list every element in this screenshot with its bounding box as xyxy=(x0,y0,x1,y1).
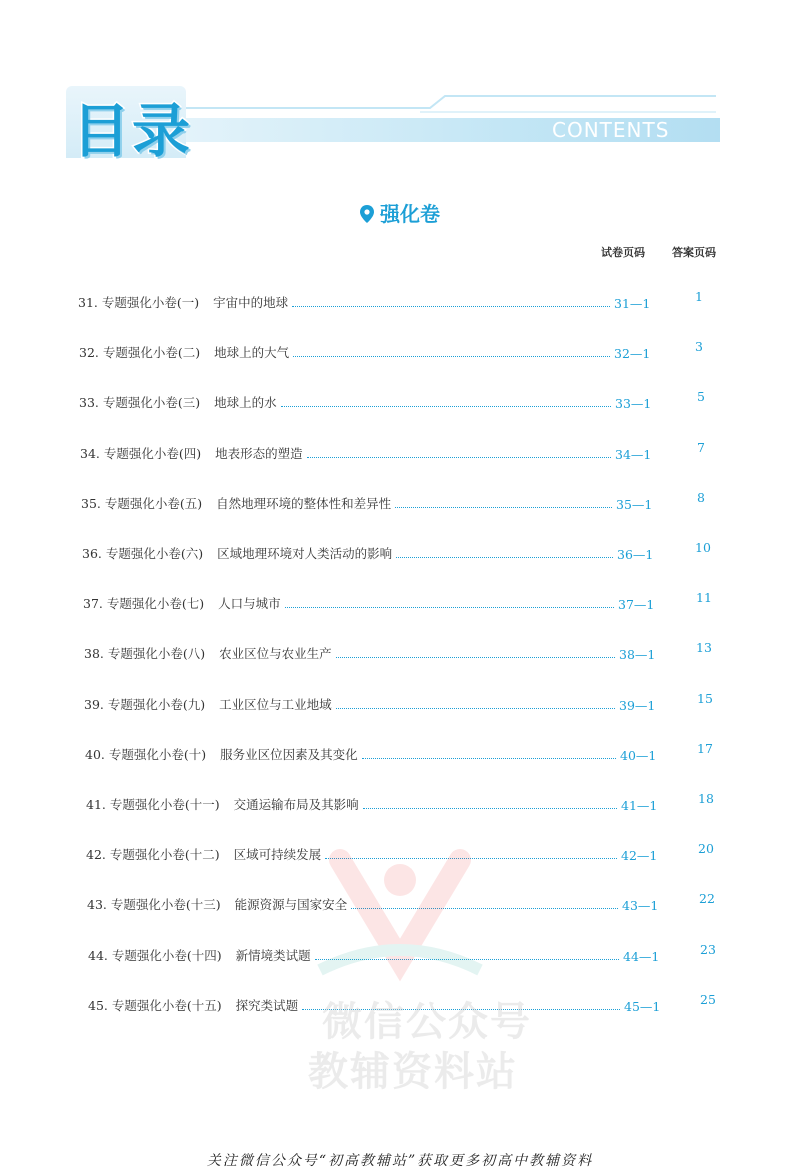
toc-entry-topic: 宇宙中的地球 xyxy=(213,295,289,310)
toc-entry-answer-page: 17 xyxy=(697,741,713,756)
toc-entry-answer-page: 23 xyxy=(700,942,716,957)
watermark-logo-icon xyxy=(300,840,500,990)
toc-entry-label: 37. 专题强化小卷(七) xyxy=(83,596,205,611)
toc-entry-answer-page: 22 xyxy=(699,891,715,906)
toc-entry-exam-page: 41—1 xyxy=(621,798,658,813)
toc-entry-exam-page: 39—1 xyxy=(619,698,656,713)
toc-entry-exam-page: 32—1 xyxy=(614,346,651,361)
toc-entry-topic: 能源资源与国家安全 xyxy=(234,897,348,912)
toc-entry-exam-page: 40—1 xyxy=(620,748,657,763)
toc-entry-topic: 自然地理环境的整体性和差异性 xyxy=(216,496,392,511)
dotted-leader xyxy=(362,758,616,759)
toc-entry-label: 40. 专题强化小卷(十) xyxy=(85,747,207,762)
location-pin-icon xyxy=(360,205,374,223)
toc-entry-label: 39. 专题强化小卷(九) xyxy=(84,697,206,712)
toc-entry-label: 31. 专题强化小卷(一) xyxy=(78,295,200,310)
toc-entry-label: 45. 专题强化小卷(十五) xyxy=(88,998,222,1013)
toc-entry-label: 32. 专题强化小卷(二) xyxy=(79,345,201,360)
toc-entry-answer-page: 10 xyxy=(695,540,711,555)
toc-entry[interactable] xyxy=(79,391,657,411)
toc-entry-exam-page: 35—1 xyxy=(616,497,653,512)
page-subtitle: CONTENTS xyxy=(552,118,670,142)
toc-entry-exam-page: 31—1 xyxy=(614,296,651,311)
toc-entry[interactable] xyxy=(84,693,661,713)
toc-entry[interactable] xyxy=(84,642,661,662)
page-title: 目录 xyxy=(72,97,193,165)
toc-entry-answer-page: 5 xyxy=(697,389,705,404)
toc-entry[interactable] xyxy=(80,442,657,462)
toc-entry-label: 43. 专题强化小卷(十三) xyxy=(87,897,221,912)
toc-entry-label: 33. 专题强化小卷(三) xyxy=(79,395,201,410)
column-header-exam-page: 试卷页码 xyxy=(601,246,645,259)
column-header-answer-page: 答案页码 xyxy=(672,246,716,259)
toc-entry-label: 34. 专题强化小卷(四) xyxy=(80,446,202,461)
toc-entry-label: 35. 专题强化小卷(五) xyxy=(81,496,203,511)
dotted-leader xyxy=(336,708,615,709)
toc-entry-topic: 地球上的水 xyxy=(214,395,277,410)
dotted-leader xyxy=(293,356,610,357)
toc-entry-answer-page: 20 xyxy=(698,841,714,856)
toc-entry-topic: 人口与城市 xyxy=(218,596,281,611)
dotted-leader xyxy=(292,306,610,307)
toc-entry-answer-page: 7 xyxy=(697,440,705,455)
toc-entry-exam-page: 45—1 xyxy=(624,999,661,1014)
dotted-leader xyxy=(281,406,611,407)
watermark-line-1: 微信公众号 xyxy=(322,999,532,1045)
toc-entry-topic: 区域可持续发展 xyxy=(233,847,322,862)
toc-entry-topic: 新情境类试题 xyxy=(235,948,311,963)
toc-entry-answer-page: 25 xyxy=(700,992,716,1007)
toc-entry-answer-page: 15 xyxy=(697,691,713,706)
dotted-leader xyxy=(395,507,612,508)
toc-entry-exam-page: 43—1 xyxy=(622,898,659,913)
toc-entry-exam-page: 42—1 xyxy=(621,848,658,863)
toc-entry-topic: 地球上的大气 xyxy=(214,345,290,360)
toc-entry-topic: 服务业区位因素及其变化 xyxy=(220,747,358,762)
toc-entry-topic: 地表形态的塑造 xyxy=(215,446,303,461)
dotted-leader xyxy=(307,457,611,458)
toc-entry-answer-page: 18 xyxy=(698,791,714,806)
toc-entry-answer-page: 13 xyxy=(696,640,712,655)
toc-entry-label: 38. 专题强化小卷(八) xyxy=(84,646,206,661)
footer-note: 关注微信公众号“初高教辅站”获取更多初高中教辅资料 xyxy=(206,1153,594,1169)
toc-entry[interactable] xyxy=(82,542,659,562)
toc-entry-label: 36. 专题强化小卷(六) xyxy=(82,546,204,561)
section-heading xyxy=(0,198,800,227)
toc-entry-exam-page: 37—1 xyxy=(618,597,655,612)
dotted-leader xyxy=(363,808,617,809)
toc-entry[interactable] xyxy=(86,793,663,813)
toc-entry-exam-page: 44—1 xyxy=(623,949,660,964)
section-title-text: 强化卷 xyxy=(380,202,440,226)
toc-entry[interactable] xyxy=(81,492,658,512)
toc-entry[interactable] xyxy=(85,743,662,763)
toc-entry-exam-page: 34—1 xyxy=(615,447,652,462)
toc-entry-exam-page: 33—1 xyxy=(615,396,652,411)
toc-entry-answer-page: 1 xyxy=(695,289,703,304)
toc-entry-exam-page: 38—1 xyxy=(619,647,656,662)
toc-entry[interactable] xyxy=(78,291,656,311)
toc-entry[interactable] xyxy=(79,341,656,361)
dotted-leader xyxy=(336,657,615,658)
dotted-leader xyxy=(396,557,613,558)
toc-entry-label: 44. 专题强化小卷(十四) xyxy=(88,948,222,963)
header-banner xyxy=(0,0,800,170)
toc-entry-exam-page: 36—1 xyxy=(617,547,654,562)
toc-entry-answer-page: 8 xyxy=(697,490,705,505)
toc-entry-topic: 工业区位与工业地域 xyxy=(219,697,332,712)
toc-entry-answer-page: 3 xyxy=(695,339,703,354)
toc-entry-topic: 探究类试题 xyxy=(235,998,299,1013)
toc-entry-topic: 交通运输布局及其影响 xyxy=(233,797,359,812)
toc-entry-label: 42. 专题强化小卷(十二) xyxy=(86,847,220,862)
dotted-leader xyxy=(285,607,614,608)
toc-entry-label: 41. 专题强化小卷(十一) xyxy=(86,797,220,812)
watermark-line-2: 教辅资料站 xyxy=(308,1049,518,1095)
toc-entry-topic: 农业区位与农业生产 xyxy=(219,646,332,661)
toc-entry-answer-page: 11 xyxy=(696,590,712,605)
toc-entry[interactable] xyxy=(83,592,660,612)
toc-entry-topic: 区域地理环境对人类活动的影响 xyxy=(217,546,393,561)
